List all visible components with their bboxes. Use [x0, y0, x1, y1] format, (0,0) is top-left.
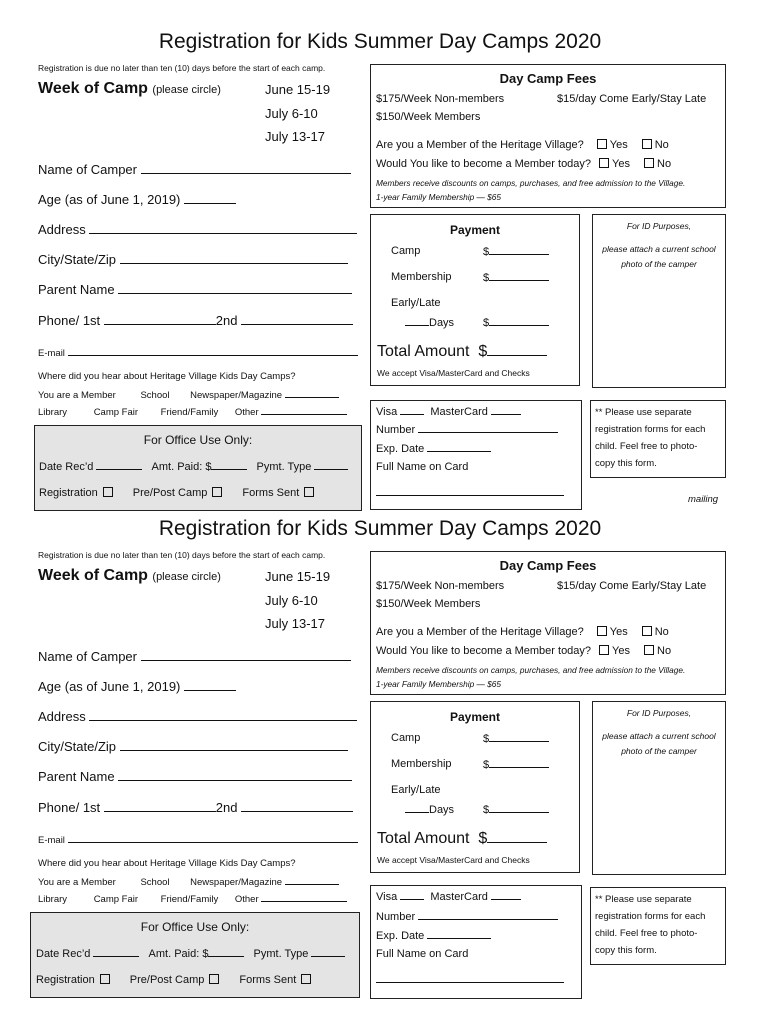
pay-early-label: Early/Late [391, 297, 441, 309]
camper-name-field[interactable]: Name of Camper [38, 648, 351, 664]
office-date-row: Date Rec’d Amt. Paid: $ Pymt. Type [39, 460, 348, 473]
pay-camp-field[interactable]: $ [483, 245, 549, 258]
total-amount-field[interactable]: Total Amount $ [377, 830, 547, 848]
week-of-camp-label: Week of Camp (please circle) [38, 567, 221, 584]
total-amount-field[interactable]: Total Amount $ [377, 343, 547, 361]
discount-note: Members receive discounts on camps, purchases, and free admission to the Village. [376, 665, 686, 675]
card-number-field[interactable]: Number [376, 423, 558, 436]
office-title: For Office Use Only: [143, 433, 253, 447]
fee-member: $150/Week Members [376, 111, 481, 123]
office-date-row: Date Rec’d Amt. Paid: $ Pymt. Type [36, 947, 345, 960]
id-text-1: please attach a current school [602, 244, 716, 254]
form-title: Registration for Kids Summer Day Camps 2020 [158, 30, 602, 53]
fee-member: $150/Week Members [376, 598, 481, 610]
pay-early-field[interactable]: $ [483, 803, 549, 816]
fee-early-late: $15/day Come Early/Stay Late [557, 580, 707, 592]
note-line: copy this form. [595, 458, 657, 469]
pay-days-field[interactable]: Days [405, 316, 454, 329]
member-yes-checkbox[interactable] [597, 626, 607, 636]
hear-options-row1[interactable]: You are a Member School Newspaper/Magazine [38, 875, 339, 888]
pay-camp-label: Camp [391, 732, 421, 744]
fees-title: Day Camp Fees [499, 558, 597, 573]
due-note: Registration is due no later than ten (10) days before the start of each camp. [38, 550, 326, 560]
pay-membership-field[interactable]: $ [483, 758, 549, 771]
id-text-2: photo of the camper [621, 259, 697, 269]
office-check-row: Registration Pre/Post Camp Forms Sent [36, 974, 314, 986]
week-option[interactable]: July 13-17 [265, 129, 325, 144]
week-option[interactable]: July 6-10 [265, 593, 318, 608]
member-yes-checkbox[interactable] [597, 139, 607, 149]
registration-checkbox[interactable] [100, 974, 110, 984]
fee-early-late: $15/day Come Early/Stay Late [557, 93, 707, 105]
hear-question: Where did you hear about Heritage Village Kids Day Camps? [38, 858, 296, 869]
accept-note: We accept Visa/MasterCard and Checks [377, 855, 530, 865]
pay-membership-field[interactable]: $ [483, 271, 549, 284]
payment-title: Payment [449, 223, 501, 237]
parent-name-field[interactable]: Parent Name [38, 281, 352, 297]
forms-sent-checkbox[interactable] [301, 974, 311, 984]
pay-early-label: Early/Late [391, 784, 441, 796]
pay-days-field[interactable]: Days [405, 803, 454, 816]
pay-early-field[interactable]: $ [483, 316, 549, 329]
camper-name-field[interactable]: Name of Camper [38, 161, 351, 177]
discount-note: Members receive discounts on camps, purchases, and free admission to the Village. [376, 178, 686, 188]
email-field[interactable]: E-mail [38, 833, 358, 846]
card-type-row[interactable]: Visa MasterCard [376, 405, 521, 418]
week-option[interactable]: July 13-17 [265, 616, 325, 631]
registration-form-2 [0, 487, 770, 986]
note-line: registration forms for each [595, 911, 706, 922]
membership-note: 1-year Family Membership — $65 [376, 192, 501, 202]
credit-card-box [370, 885, 582, 999]
membership-note: 1-year Family Membership — $65 [376, 679, 501, 689]
address-field[interactable]: Address [38, 221, 357, 237]
week-of-camp-label: Week of Camp (please circle) [38, 80, 221, 97]
fees-title: Day Camp Fees [499, 71, 597, 86]
id-title: For ID Purposes, [626, 221, 692, 231]
week-option[interactable]: June 15-19 [265, 82, 331, 97]
week-option[interactable]: June 15-19 [265, 569, 331, 584]
note-line: ** Please use separate [595, 894, 692, 905]
separate-forms-note [590, 887, 726, 965]
note-line: child. Feel free to photo- [595, 441, 698, 452]
note-line: registration forms for each [595, 424, 706, 435]
mailing-label: mailing [688, 494, 719, 505]
member-no-checkbox[interactable] [642, 139, 652, 149]
phone-field[interactable]: Phone/ 1st 2nd [38, 799, 353, 815]
card-fullname-label: Full Name on Card [376, 948, 469, 960]
phone-field[interactable]: Phone/ 1st 2nd [38, 312, 353, 328]
id-purposes-box [592, 701, 726, 875]
member-question: Are you a Member of the Heritage Village? Yes No [376, 139, 669, 151]
fee-nonmember: $175/Week Non-members [376, 580, 505, 592]
id-title: For ID Purposes, [626, 708, 692, 718]
note-line: child. Feel free to photo- [595, 928, 698, 939]
week-option[interactable]: July 6-10 [265, 106, 318, 121]
city-state-zip-field[interactable]: City/State/Zip [38, 251, 348, 267]
member-question: Are you a Member of the Heritage Village? Yes No [376, 626, 669, 638]
member-no-checkbox[interactable] [642, 626, 652, 636]
age-field[interactable]: Age (as of June 1, 2019) [38, 191, 236, 207]
parent-name-field[interactable]: Parent Name [38, 768, 352, 784]
day-camp-fees-box [370, 551, 726, 695]
card-exp-field[interactable]: Exp. Date [376, 442, 491, 455]
id-text-1: please attach a current school [602, 731, 716, 741]
id-purposes-box [592, 214, 726, 388]
office-title: For Office Use Only: [140, 920, 250, 934]
card-fullname-field[interactable] [376, 970, 564, 988]
card-exp-field[interactable]: Exp. Date [376, 929, 491, 942]
payment-title: Payment [449, 710, 501, 724]
day-camp-fees-box [370, 64, 726, 208]
pay-membership-label: Membership [391, 758, 452, 770]
become-yes-checkbox[interactable] [599, 158, 609, 168]
form-title: Registration for Kids Summer Day Camps 2020 [158, 517, 602, 540]
office-use-box [30, 912, 360, 998]
office-check-row: Registration Pre/Post Camp Forms Sent [39, 487, 317, 499]
payment-box [370, 214, 580, 386]
pay-membership-label: Membership [391, 271, 452, 283]
become-no-checkbox[interactable] [644, 645, 654, 655]
pre-post-camp-checkbox[interactable] [209, 974, 219, 984]
hear-options-row2[interactable]: Library Camp Fair Friend/Family Other [38, 405, 347, 418]
email-field[interactable]: E-mail [38, 346, 358, 359]
registration-form-1 [0, 0, 770, 505]
card-type-row[interactable]: Visa MasterCard [376, 890, 521, 903]
pay-camp-field[interactable]: $ [483, 732, 549, 745]
accept-note: We accept Visa/MasterCard and Checks [377, 368, 530, 378]
separate-forms-note [590, 400, 726, 478]
pay-camp-label: Camp [391, 245, 421, 257]
card-number-field[interactable]: Number [376, 910, 558, 923]
become-yes-checkbox[interactable] [599, 645, 609, 655]
note-line: ** Please use separate [595, 407, 692, 418]
due-note: Registration is due no later than ten (10) days before the start of each camp. [38, 63, 326, 73]
fee-nonmember: $175/Week Non-members [376, 93, 505, 105]
card-fullname-label: Full Name on Card [376, 461, 469, 473]
become-no-checkbox[interactable] [644, 158, 654, 168]
hear-options-row2[interactable]: Library Camp Fair Friend/Family Other [38, 892, 347, 905]
address-field[interactable]: Address [38, 708, 357, 724]
hear-options-row1[interactable]: You are a Member School Newspaper/Magazine [38, 388, 339, 401]
become-member-question: Would You like to become a Member today? Yes No [376, 158, 672, 170]
id-text-2: photo of the camper [621, 746, 697, 756]
become-member-question: Would You like to become a Member today? Yes No [376, 645, 672, 657]
note-line: copy this form. [595, 945, 657, 956]
payment-box [370, 701, 580, 873]
hear-question: Where did you hear about Heritage Village Kids Day Camps? [38, 371, 296, 382]
city-state-zip-field[interactable]: City/State/Zip [38, 738, 348, 754]
age-field[interactable]: Age (as of June 1, 2019) [38, 678, 236, 694]
